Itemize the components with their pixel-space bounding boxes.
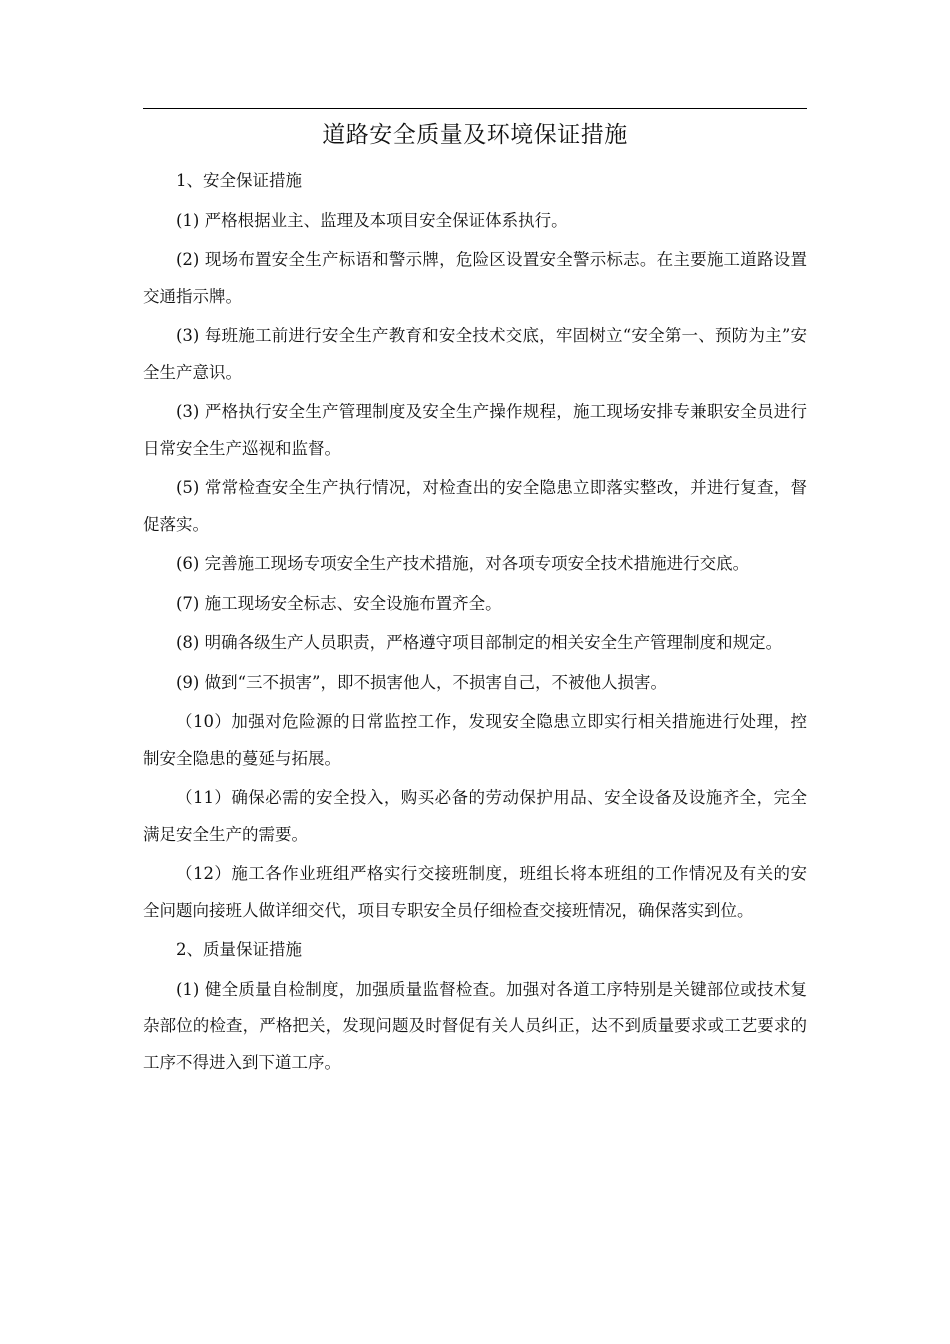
document-page xyxy=(143,108,807,1084)
paragraph: (7) 施工现场安全标志、安全设施布置齐全。 xyxy=(176,593,502,613)
paragraph: (9) 做到“三不损害”，即不损害他人，不损害自己，不被他人损害。 xyxy=(176,672,667,692)
paragraph: (1) 健全质量自检制度，加强质量监督检查。加强对各道工序特别是关键部位或技术复杂部位的检查，严格把关，发现问题及时督促有关人员纠正，达不到质量要求或工艺要求的工序不得进入到下道工序。 xyxy=(143,979,807,1072)
section-heading-safety: 1、安全保证措施 xyxy=(176,171,302,190)
document-body xyxy=(143,163,807,1081)
paragraph: （12）施工各作业班组严格实行交接班制度，班组长将本班组的工作情况及有关的安全问题向接班人做详细交代，项目专职安全员仔细检查交接班情况，确保落实到位。 xyxy=(143,864,807,920)
paragraph: (8) 明确各级生产人员职责，严格遵守项目部制定的相关安全生产管理制度和规定。 xyxy=(176,633,783,652)
document-title: 道路安全质量及环境保证措施 xyxy=(322,122,628,148)
paragraph: (3) 严格执行安全生产管理制度及安全生产操作规程，施工现场安排专兼职安全员进行日常安全生产巡视和监督。 xyxy=(143,402,807,458)
paragraph: （10）加强对危险源的日常监控工作，发现安全隐患立即实行相关措施进行处理，控制安全隐患的蔓延与拓展。 xyxy=(143,712,807,768)
paragraph: （11）确保必需的安全投入，购买必备的劳动保护用品、安全设备及设施齐全，完全满足安全生产的需要。 xyxy=(143,788,807,844)
section-heading-quality: 2、质量保证措施 xyxy=(176,940,302,959)
paragraph: (1) 严格根据业主、监理及本项目安全保证体系执行。 xyxy=(176,210,568,230)
paragraph: (2) 现场布置安全生产标语和警示牌，危险区设置安全警示标志。在主要施工道路设置交通指示牌。 xyxy=(143,250,807,306)
paragraph: (5) 常常检查安全生产执行情况，对检查出的安全隐患立即落实整改，并进行复查，督促落实。 xyxy=(143,478,807,534)
paragraph: (6) 完善施工现场专项安全生产技术措施，对各项专项安全技术措施进行交底。 xyxy=(176,554,750,573)
header-rule xyxy=(143,108,807,109)
paragraph: (3) 每班施工前进行安全生产教育和安全技术交底，牢固树立“安全第一、预防为主”安全生产意识。 xyxy=(143,326,807,382)
